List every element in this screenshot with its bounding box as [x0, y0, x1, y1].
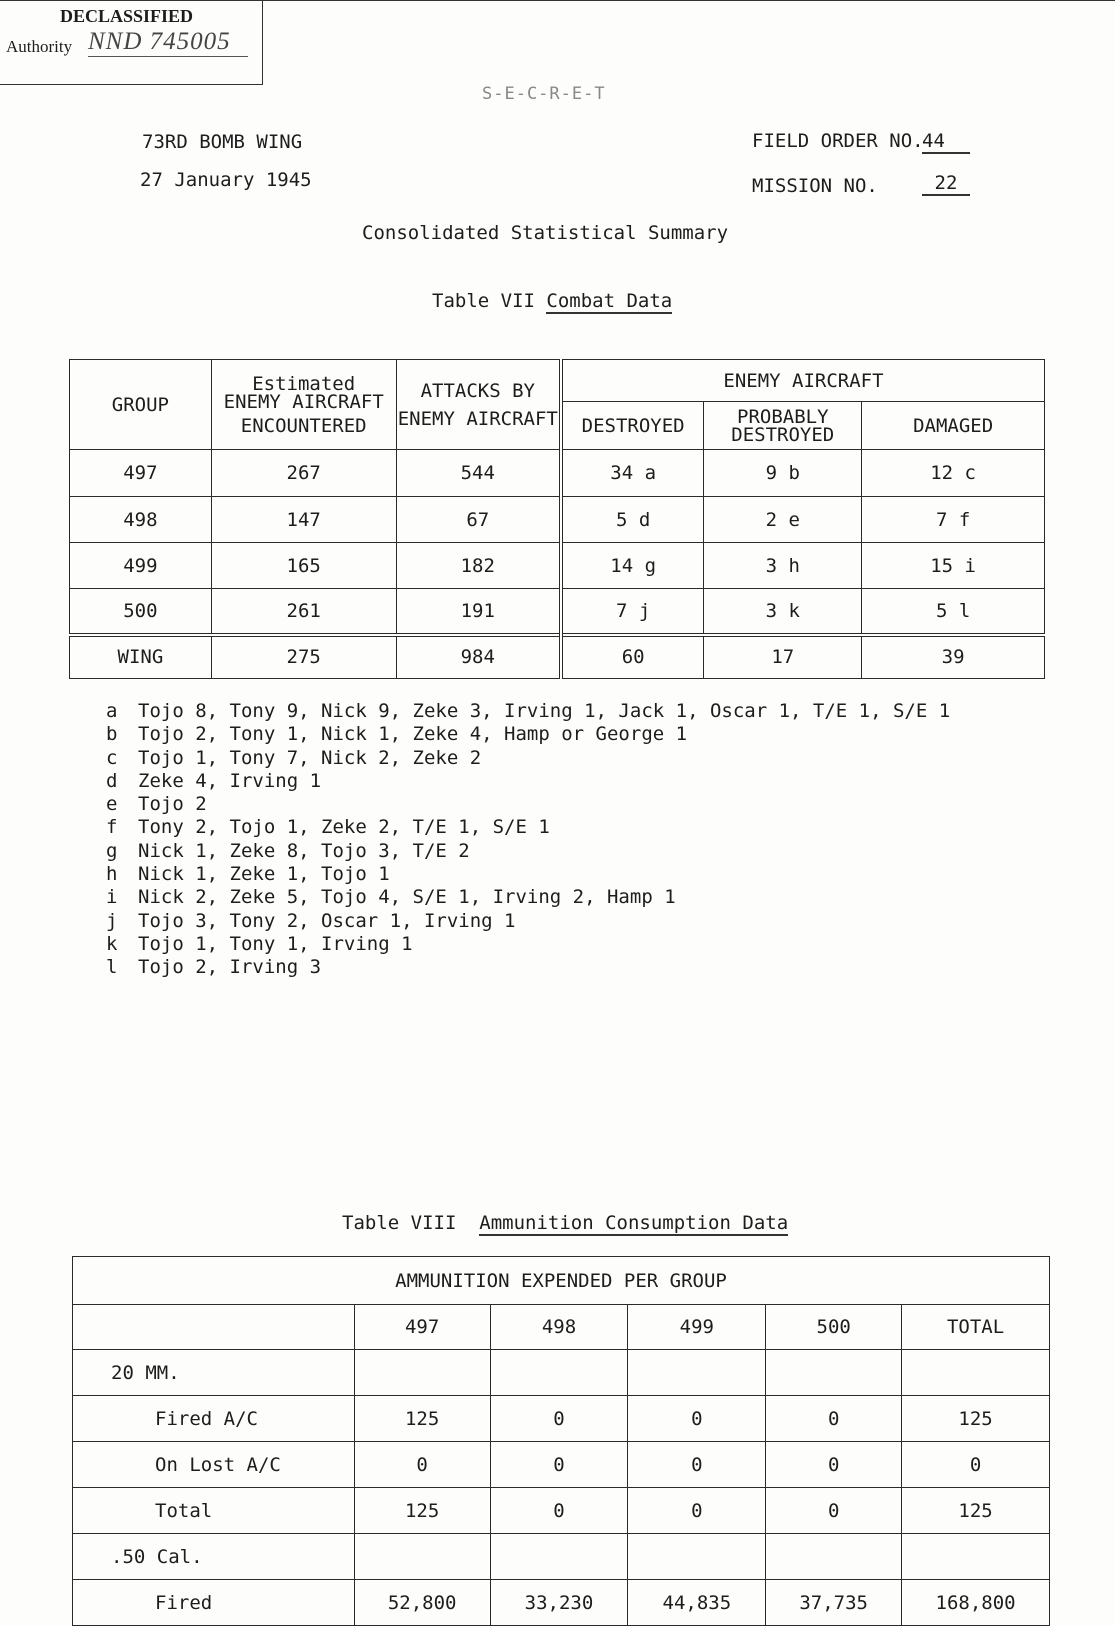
cell-value: 0	[628, 1442, 766, 1488]
mission-value: 22	[922, 172, 970, 196]
cell-probably: 9 b	[704, 450, 862, 497]
header-group: GROUP	[70, 360, 212, 450]
top-rule	[0, 0, 1115, 1]
cell-damaged: 39	[862, 635, 1045, 679]
cell-damaged: 15 i	[862, 543, 1045, 589]
footnote-text: Nick 1, Zeke 1, Tojo 1	[138, 863, 390, 886]
cell-encountered: 261	[211, 589, 396, 635]
field-order-value: 44	[922, 130, 970, 154]
cell-value: 0	[490, 1488, 628, 1534]
footnote-text: Nick 2, Zeke 5, Tojo 4, S/E 1, Irving 2, Hamp 1	[138, 886, 676, 909]
declassified-stamp	[0, 0, 263, 85]
cell-value: 0	[766, 1396, 902, 1442]
footnote	[106, 933, 950, 956]
cell-value: 0	[628, 1396, 766, 1442]
cell-value: 168,800	[902, 1580, 1050, 1626]
header-probably-line2: DESTROYED	[731, 423, 835, 446]
footnote-text: Tojo 1, Tony 1, Irving 1	[138, 932, 413, 955]
section-50cal: .50 Cal.	[73, 1534, 355, 1580]
table-row	[73, 1442, 1050, 1488]
ammo-header: AMMUNITION EXPENDED PER GROUP	[73, 1257, 1050, 1305]
row-label: Fired A/C	[73, 1396, 355, 1442]
cell-attacks: 67	[396, 497, 561, 543]
footnote-text: Tojo 2, Irving 3	[138, 956, 322, 979]
cell-value: 0	[766, 1442, 902, 1488]
mission-label: MISSION NO.	[752, 175, 878, 197]
header-encountered-line2: ENEMY AIRCRAFT	[223, 390, 384, 413]
footnote-text: Tony 2, Tojo 1, Zeke 2, T/E 1, S/E 1	[138, 816, 550, 839]
cell-value: 0	[490, 1396, 628, 1442]
cell-attacks: 544	[396, 450, 561, 497]
cell-value: 0	[490, 1442, 628, 1488]
cell-encountered: 267	[211, 450, 396, 497]
cell-probably: 2 e	[704, 497, 862, 543]
cell-value: 44,835	[628, 1580, 766, 1626]
cell-value: 125	[902, 1488, 1050, 1534]
footnote-text: Tojo 3, Tony 2, Oscar 1, Irving 1	[138, 909, 516, 932]
header-attacks-line1: ATTACKS BY	[420, 379, 535, 402]
footnote-key: l	[106, 956, 118, 979]
footnote	[106, 956, 950, 979]
cell-value: 33,230	[490, 1580, 628, 1626]
section-row	[73, 1350, 1050, 1396]
col-total: TOTAL	[902, 1305, 1050, 1350]
cell-attacks: 182	[396, 543, 561, 589]
cell-value: 52,800	[354, 1580, 490, 1626]
cell-damaged: 7 f	[862, 497, 1045, 543]
cell-destroyed: 7 j	[561, 589, 704, 635]
cell-encountered: 147	[211, 497, 396, 543]
table-row	[70, 497, 1045, 543]
table-row	[70, 450, 1045, 497]
footnote	[106, 910, 950, 933]
footnote	[106, 723, 950, 746]
classification-mark: S-E-C-R-E-T	[482, 84, 606, 104]
footnote	[106, 747, 950, 770]
unit-name: 73RD BOMB WING	[142, 131, 303, 153]
table-row	[73, 1488, 1050, 1534]
cell-probably: 17	[704, 635, 862, 679]
header-destroyed: DESTROYED	[561, 402, 704, 450]
footnote	[106, 886, 950, 909]
stamp-authority-label: Authority	[6, 37, 73, 56]
stamp-authority-value: NND 745005	[88, 28, 248, 57]
cell-value: 0	[902, 1442, 1050, 1488]
cell-attacks: 191	[396, 589, 561, 635]
col-500: 500	[766, 1305, 902, 1350]
cell-value: 0	[766, 1488, 902, 1534]
col-499: 499	[628, 1305, 766, 1350]
footnote-key: i	[106, 886, 118, 909]
cell-value: 125	[354, 1396, 490, 1442]
cell-probably: 3 k	[704, 589, 862, 635]
summary-title: Consolidated Statistical Summary	[362, 222, 729, 244]
cell-value: 0	[628, 1488, 766, 1534]
cell-attacks: 984	[396, 635, 561, 679]
footnote-key: c	[106, 746, 118, 769]
header-damaged: DAMAGED	[862, 402, 1045, 450]
footnote-key: k	[106, 932, 118, 955]
table7-caption-prefix: Table VII	[432, 290, 535, 312]
footnote	[106, 770, 950, 793]
footnote-key: g	[106, 839, 118, 862]
table7-caption	[432, 290, 672, 312]
table8-caption	[342, 1212, 788, 1234]
col-497: 497	[354, 1305, 490, 1350]
footnote-key: h	[106, 863, 118, 886]
field-order-label: FIELD ORDER NO.	[752, 130, 924, 152]
footnote-text: Tojo 1, Tony 7, Nick 2, Zeke 2	[138, 746, 482, 769]
footnote-text: Nick 1, Zeke 8, Tojo 3, T/E 2	[138, 839, 470, 862]
footnote-text: Tojo 2	[138, 793, 207, 816]
header-probably-line1: PROBABLY	[737, 405, 829, 428]
cell-encountered: 275	[211, 635, 396, 679]
cell-value: 0	[354, 1442, 490, 1488]
cell-group: 498	[70, 497, 212, 543]
header-enemy-aircraft: ENEMY AIRCRAFT	[561, 360, 1045, 402]
table-row	[73, 1396, 1050, 1442]
header-encountered-line3: ENCOUNTERED	[240, 414, 367, 437]
footnote-key: j	[106, 909, 118, 932]
row-label: Fired	[73, 1580, 355, 1626]
footnote-key: b	[106, 723, 118, 746]
ammunition-table	[72, 1256, 1050, 1626]
footnote-text: Tojo 2, Tony 1, Nick 1, Zeke 4, Hamp or George 1	[138, 723, 688, 746]
footnotes	[106, 700, 950, 980]
header-encountered-line1: Estimated	[252, 372, 356, 395]
footnote-key: d	[106, 769, 118, 792]
ammo-blank-header	[73, 1305, 355, 1350]
footnote-key: e	[106, 793, 118, 816]
cell-damaged: 5 l	[862, 589, 1045, 635]
cell-value: 125	[902, 1396, 1050, 1442]
section-row	[73, 1534, 1050, 1580]
section-20mm: 20 MM.	[73, 1350, 355, 1396]
cell-group: WING	[70, 635, 212, 679]
cell-destroyed: 60	[561, 635, 704, 679]
header-encountered	[211, 360, 396, 450]
cell-value: 125	[354, 1488, 490, 1534]
table-row	[70, 589, 1045, 635]
cell-destroyed: 5 d	[561, 497, 704, 543]
footnote-text: Tojo 8, Tony 9, Nick 9, Zeke 3, Irving 1, Jack 1, Oscar 1, T/E 1, S/E 1	[138, 700, 951, 722]
cell-group: 499	[70, 543, 212, 589]
header-attacks	[396, 360, 561, 450]
row-label: Total	[73, 1488, 355, 1534]
footnote	[106, 816, 950, 839]
footnote-key: a	[106, 700, 118, 722]
table-row	[73, 1580, 1050, 1626]
footnote	[106, 793, 950, 816]
header-attacks-line2: ENEMY AIRCRAFT	[397, 407, 558, 430]
table8-caption-title: Ammunition Consumption Data	[479, 1212, 789, 1234]
table7-caption-title: Combat Data	[546, 290, 673, 312]
cell-destroyed: 14 g	[561, 543, 704, 589]
combat-data-table	[69, 359, 1045, 679]
footnote	[106, 840, 950, 863]
footnote	[106, 700, 950, 723]
stamp-title: DECLASSIFIED	[60, 6, 194, 26]
cell-group: 497	[70, 450, 212, 497]
cell-encountered: 165	[211, 543, 396, 589]
footnote-key: f	[106, 816, 118, 839]
document-date: 27 January 1945	[140, 169, 312, 191]
table-total-row	[70, 635, 1045, 679]
header-probably-destroyed	[704, 402, 862, 450]
col-498: 498	[490, 1305, 628, 1350]
table-row	[70, 543, 1045, 589]
row-label: On Lost A/C	[73, 1442, 355, 1488]
table8-caption-prefix: Table VIII	[342, 1212, 457, 1234]
cell-damaged: 12 c	[862, 450, 1045, 497]
cell-value: 37,735	[766, 1580, 902, 1626]
footnote	[106, 863, 950, 886]
footnote-text: Zeke 4, Irving 1	[138, 769, 322, 792]
cell-destroyed: 34 a	[561, 450, 704, 497]
cell-group: 500	[70, 589, 212, 635]
cell-probably: 3 h	[704, 543, 862, 589]
